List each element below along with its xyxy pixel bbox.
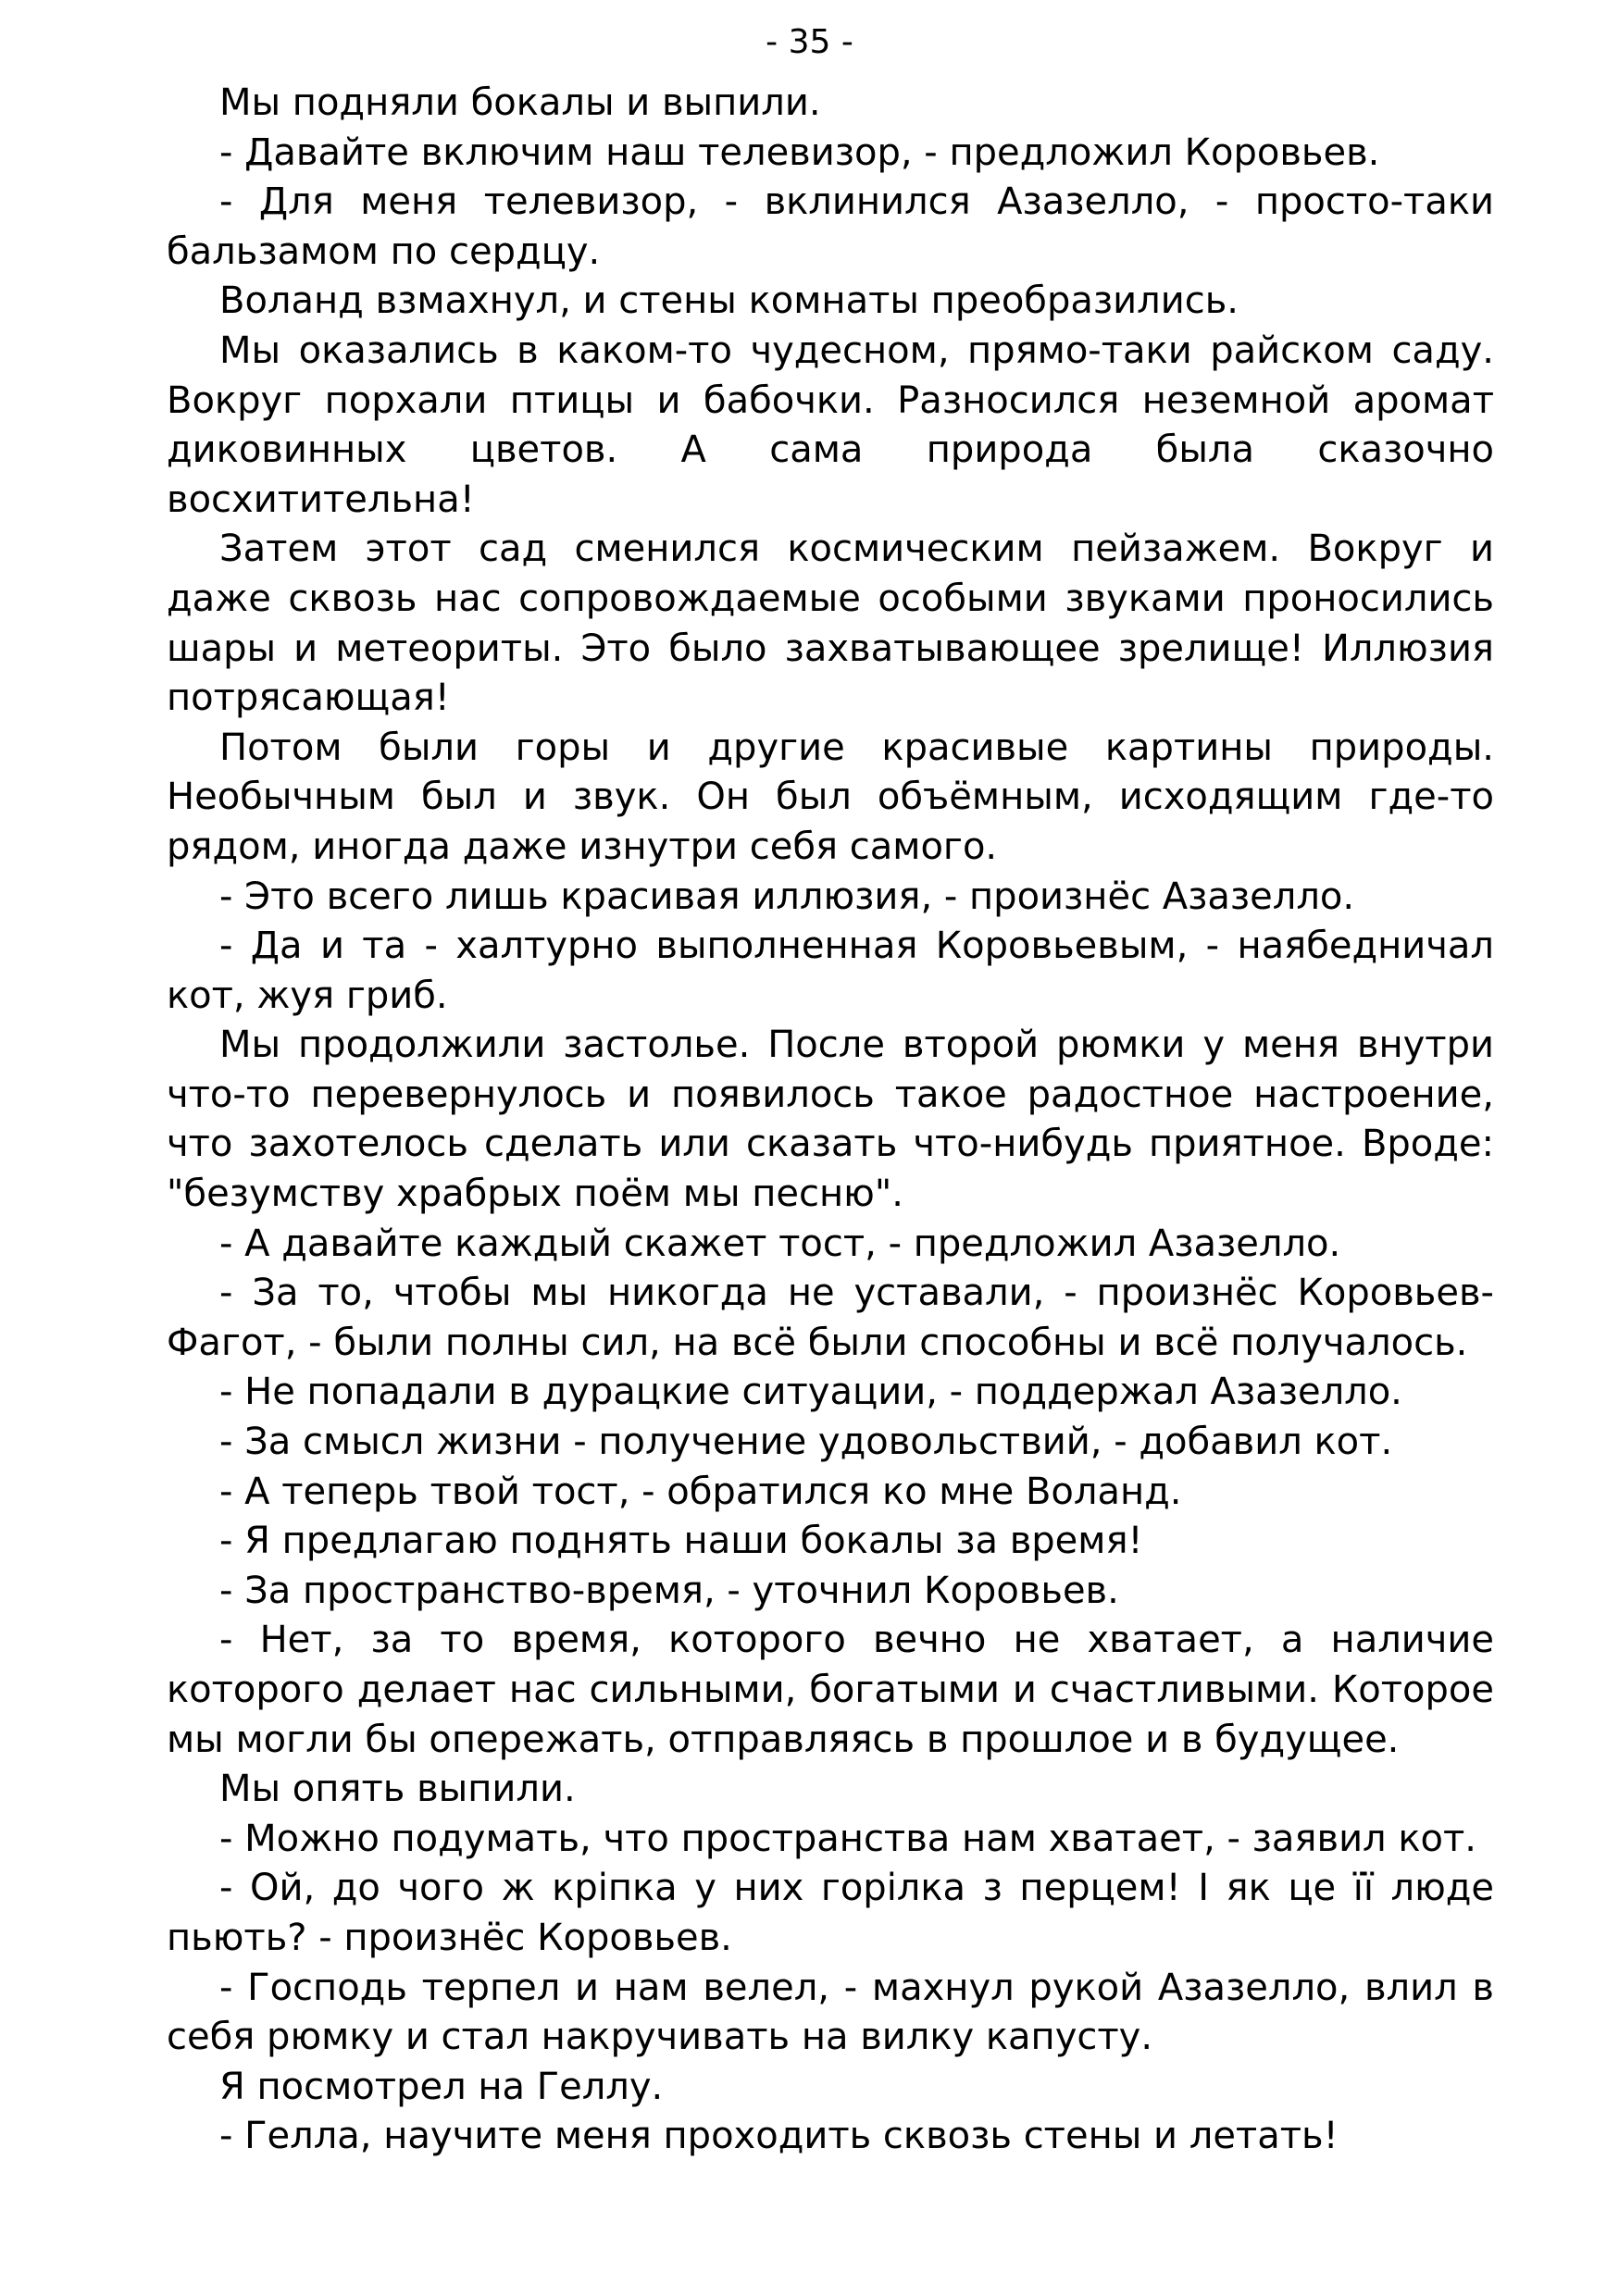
- paragraph: - За то, чтобы мы никогда не уставали, - произнёс Коровьев-Фагот, - были полны сил, на всё были способны и всё получалось.: [167, 1272, 1494, 1364]
- paragraph: - Господь терпел и нам велел, - махнул рукой Азазелло, влил в себя рюмку и стал накручивать на вилку капусту.: [167, 1966, 1494, 2059]
- paragraph: - А давайте каждый скажет тост, - предложил Азазелло.: [219, 1222, 1341, 1265]
- paragraph: Мы опять выпили.: [219, 1768, 576, 1811]
- paragraph: - Для меня телевизор, - вклинился Азазелло, - просто-таки бальзамом по сердцу.: [167, 180, 1494, 273]
- paragraph: - Можно подумать, что пространства нам хватает, - заявил кот.: [219, 1817, 1476, 1860]
- paragraph: - Гелла, научите меня проходить сквозь стены и летать!: [219, 2115, 1339, 2158]
- paragraph: - Нет, за то время, которого вечно не хватает, а наличие которого делает нас сильными, богатыми и счастливыми. Которое мы могли бы опережать, отправляясь в прошлое и в будущее.: [167, 1619, 1494, 1761]
- paragraph: - Это всего лишь красивая иллюзия, - произнёс Азазелло.: [219, 875, 1355, 918]
- paragraph: Мы продолжили застолье. После второй рюмки у меня внутри что-то перевернулось и появилось такое радостное настроение, что захотелось сделать или сказать что-нибудь приятное. Вроде: "безумству храбрых поём мы песню".: [167, 1024, 1494, 1216]
- paragraph: Потом были горы и другие красивые картины природы. Необычным был и звук. Он был объёмным, исходящим где-то рядом, иногда даже изнутри себя самого.: [167, 726, 1494, 868]
- paragraph: - Да и та - халтурно выполненная Коровьевым, - наябедничал кот, жуя гриб.: [167, 925, 1494, 1017]
- paragraph: - За смысл жизни - получение удовольствий, - добавил кот.: [219, 1421, 1393, 1464]
- paragraph: - Я предлагаю поднять наши бокалы за время!: [219, 1520, 1143, 1563]
- page-number: - 35 -: [766, 23, 853, 61]
- paragraph: - А теперь твой тост, - обратился ко мне Воланд.: [219, 1470, 1182, 1513]
- paragraph: Воланд взмахнул, и стены комнаты преобразились.: [219, 279, 1239, 323]
- paragraph: - За пространство-время, - уточнил Коровьев.: [219, 1569, 1119, 1612]
- body-text: [167, 79, 1494, 2162]
- paragraph: Мы оказались в каком-то чудесном, прямо-таки райском саду. Вокруг порхали птицы и бабочки. Разносился неземной аромат диковинных цветов. А сама природа была сказочно восхитительна!: [167, 329, 1494, 521]
- paragraph: Мы подняли бокалы и выпили.: [219, 81, 821, 124]
- paragraph: - Давайте включим наш телевизор, - предложил Коровьев.: [219, 130, 1380, 174]
- paragraph: - Ой, до чого ж кріпка у них горілка з перцем! І як це її люде пьють? - произнёс Коровьев.: [167, 1867, 1494, 1959]
- paragraph: Я посмотрел на Геллу.: [219, 2065, 664, 2108]
- paragraph: Затем этот сад сменился космическим пейзажем. Вокруг и даже сквозь нас сопровождаемые особыми звуками проносились шары и метеориты. Это было захватывающее зрелище! Иллюзия потрясающая!: [167, 527, 1494, 720]
- paragraph: - Не попадали в дурацкие ситуации, - поддержал Азазелло.: [219, 1371, 1402, 1414]
